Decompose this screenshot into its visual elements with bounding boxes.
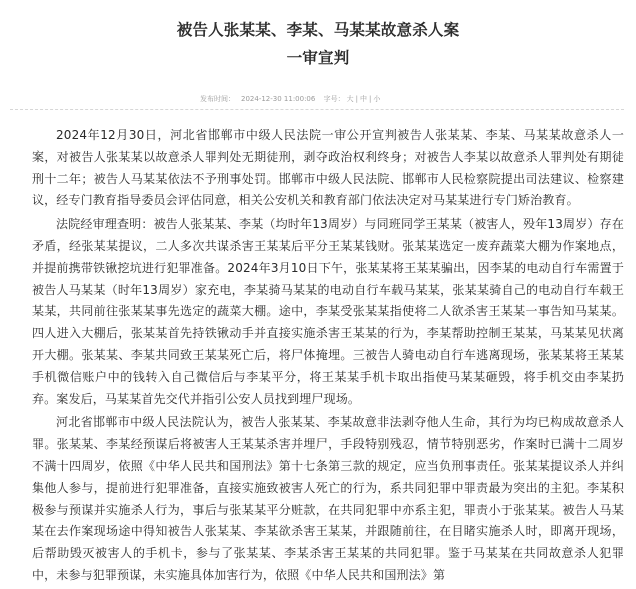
article-body [32,125,624,589]
header-divider [10,109,624,110]
font-size-large-link[interactable]: 大 [346,95,354,103]
article-paragraph: 法院经审理查明：被告人张某某、李某（均时年13周岁）与同班同学王某某（被害人，殁年13周岁）存在矛盾，经张某某提议，二人多次共谋杀害王某某后平分王某某钱财。张某某选定一废弃蔬菜大棚为作案地点，并提前携带铁锹挖坑进行犯罪准备。2024年3月10日下午，张某某将王某某骗出，因李某的电动自行车需置于被告人马某某（时年13周岁）家充电，李某骑马某某的电动自行车载马某某，张某某骑自己的电动自行车载王某某，共同前往张某某事先选定的蔬菜大棚。途中，李某受张某某指使将二人欲杀害王某某一事告知马某某。四人进入大棚后，张某某首先持铁锹动手并直接实施杀害王某某的行为，李某帮助控制王某某，马某某见状离开大棚。张某某、李某共同致王某某死亡后，将尸体掩埋。三被告人骑电动自行车逃离现场，张某某将王某某手机微信账户中的钱转入自己微信后与李某平分，将王某某手机卡取出指使马某某砸毁，将手机交由李某扔弃。案发后，马某某首先交代并指引公安人员找到埋尸现场。 [32,217,624,406]
article-subtitle: 一审宣判 [286,49,350,67]
font-size-switcher [324,95,383,103]
article-title: 被告人张某某、李某、马某某故意杀人案 [176,21,460,39]
font-size-label: 字号： [323,95,345,103]
article-paragraph: 河北省邯郸市中级人民法院认为，被告人张某某、李某故意非法剥夺他人生命，其行为均已构成故意杀人罪。张某某、李某经预谋后将被害人王某某杀害并埋尸，手段特别残忍，情节特别恶劣，作案时已满十二周岁不满十四周岁，依照《中华人民共和国刑法》第十七条第三款的规定，应当负刑事责任。张某某提议杀人并纠集他人参与，提前进行犯罪准备，直接实施致被害人死亡的行为，系共同犯罪中罪责最为突出的主犯。李某积极参与预谋并实施杀人行为，事后与张某某平分赃款，在共同犯罪中亦系主犯，罪责小于张某某。被告人马某某在去作案现场途中得知被告人张某某、李某欲杀害王某某，并跟随前往，在目睹实施杀人时，即离开现场，后帮助毁灭被害人的手机卡，参与了张某某、李某杀害王某某的共同犯罪。鉴于马某某在共同故意杀人犯罪中，未参与犯罪预谋，未实施具体加害行为，依照《中华人民共和国刑法》第 [32,415,624,582]
font-size-small-link[interactable]: 小 [373,95,381,103]
font-size-separator: | [355,95,358,103]
font-size-medium-link[interactable]: 中 [359,95,367,103]
article-meta [200,94,388,104]
article-paragraph: 2024年12月30日，河北省邯郸市中级人民法院一审公开宣判被告人张某某、李某、马某某故意杀人一案，对被告人张某某以故意杀人罪判处无期徒刑，剥夺政治权利终身；对被告人李某以故意杀人罪判处有期徒刑十二年；被告人马某某依法不予刑事处罚。邯郸市中级人民法院、邯郸市人民检察院提出司法建议、检察建议，经专门教育指导委员会评估同意，相关公安机关和教育部门依法决定对马某某进行专门矫治教育。 [32,128,624,208]
publish-time: 2024-12-30 11:00:06 [241,95,316,103]
publish-time-label: 发布时间： [200,95,235,103]
font-size-separator: | [368,95,372,103]
